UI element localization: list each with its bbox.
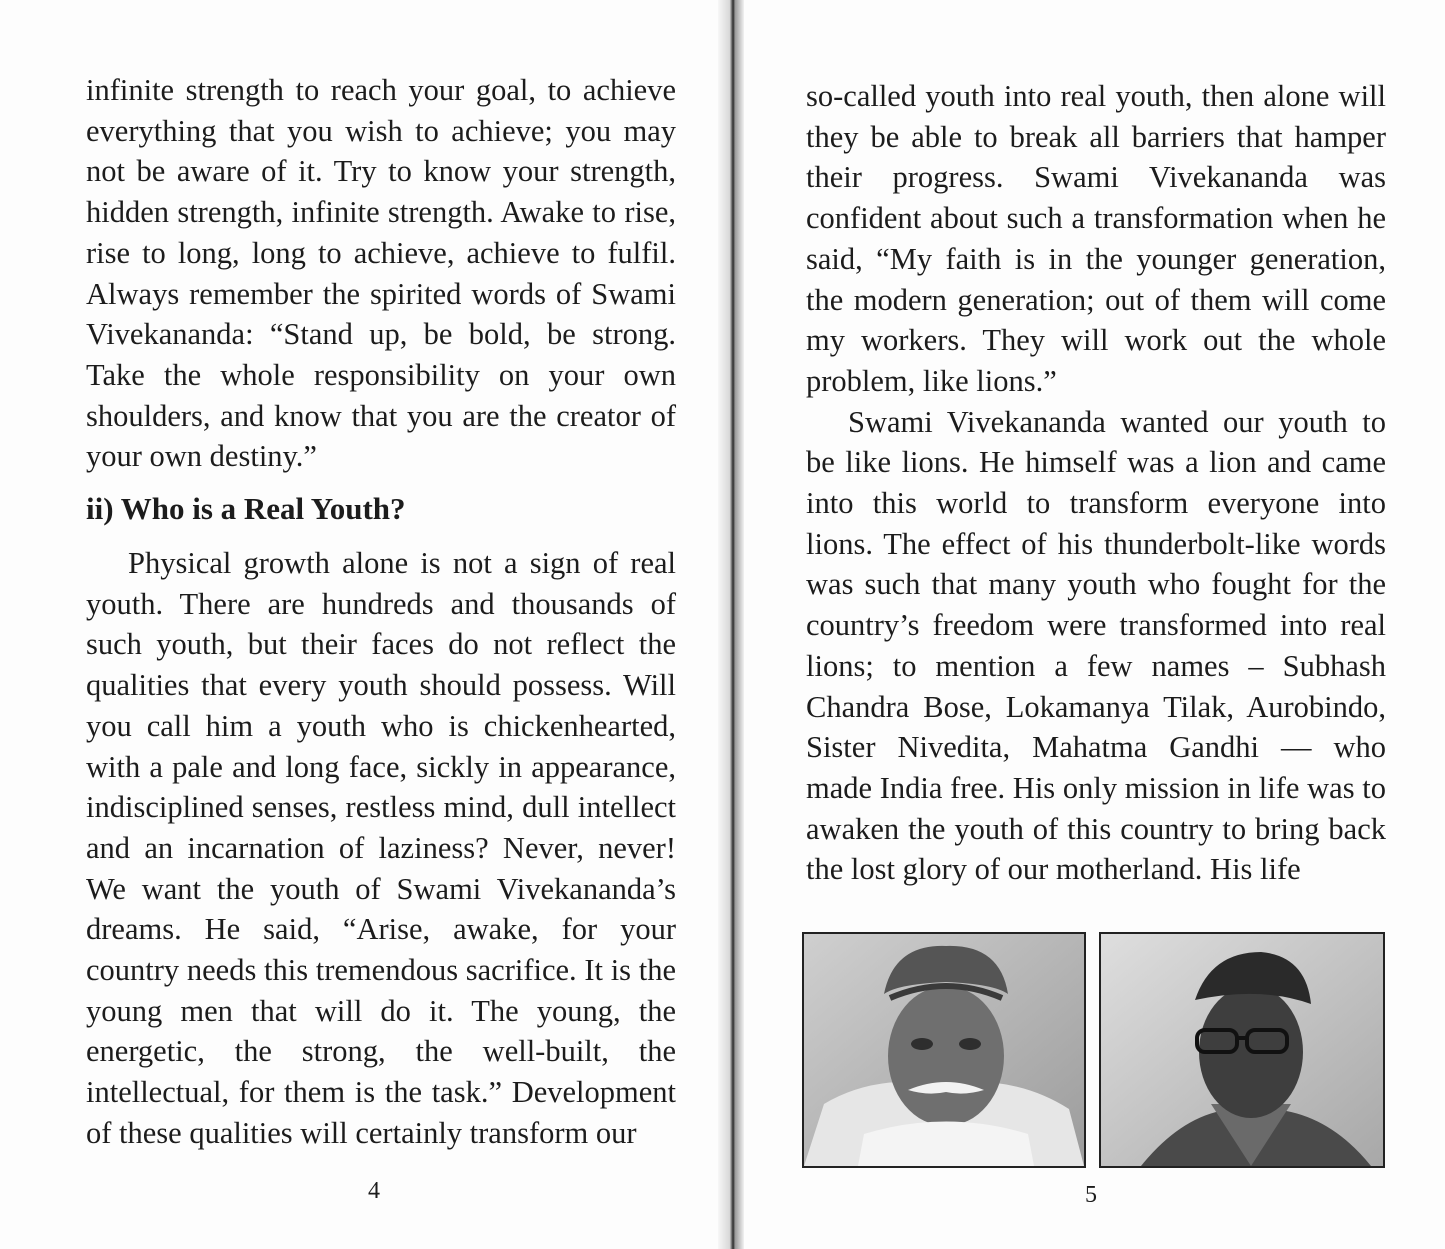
left-text-block — [86, 70, 676, 1154]
portrait-illustration-2 — [1101, 934, 1383, 1166]
right-page-number: 5 — [1085, 1182, 1097, 1208]
book-gutter — [718, 0, 744, 1249]
left-paragraph-1: infinite strength to reach your goal, to achieve everything that you wish to achieve; you may not be aware of it. Try to know your strength, hidden strength, infinite strength. Awake to rise, rise to long, long to achieve, achieve to fulfil. Always remember the spirited words of Swami Vivekananda: “Stand up, be bold, be strong. Take the whole responsibility on your own shoulders, and know that you are the creator of your own destiny.” — [86, 73, 676, 474]
portrait-photos — [802, 932, 1387, 1168]
right-text-block — [806, 76, 1386, 890]
left-page — [0, 0, 718, 1249]
left-page-number: 4 — [368, 1178, 380, 1204]
portrait-photo-bose — [1099, 932, 1385, 1168]
right-paragraph-1: so-called youth into real youth, then alone will they be able to break all barriers that hamper their progress. Swami Vivekananda was confident about such a transformation when he said, “My faith is in the younger generation, the modern generation; out of them will come my workers. They will work out the whole problem, like lions.” — [806, 79, 1386, 398]
right-paragraph-2: Swami Vivekananda wanted our youth to be like lions. He himself was a lion and came into this world to transform everyone into lions. The effect of his thunderbolt-like words was such that many youth who fought for the country’s freedom were transformed into real lions; to mention a few names – Subhash Chandra Bose, Lokamanya Tilak, Aurobindo, Sister Nivedita, Mahatma Gandhi — who made India free. His only mission in life was to awaken the youth of this country to bring back the lost glory of our motherland. His life — [806, 404, 1386, 887]
portrait-photo-tilak — [802, 932, 1086, 1168]
left-paragraph-2: Physical growth alone is not a sign of real youth. There are hundreds and thousands of such youth, but their faces do not reflect the qualities that every youth should possess. Will you call him a youth who is chickenhearted, with a pale and long face, sickly in appearance, indisciplined senses, restless mind, dull intellect and an incarnation of laziness? Never, never! We want the youth of Swami Vivekananda’s dreams. He said, “Arise, awake, for your country needs this tremendous sacrifice. It is the young men that will do it. The young, the energetic, the strong, the well-built, the intellectual, for them is the task.” Development of these qualities will certainly transform our — [86, 546, 676, 1150]
section-heading: ii) Who is a Real Youth? — [86, 491, 406, 527]
portrait-illustration-1 — [804, 934, 1084, 1166]
right-page — [744, 0, 1445, 1249]
